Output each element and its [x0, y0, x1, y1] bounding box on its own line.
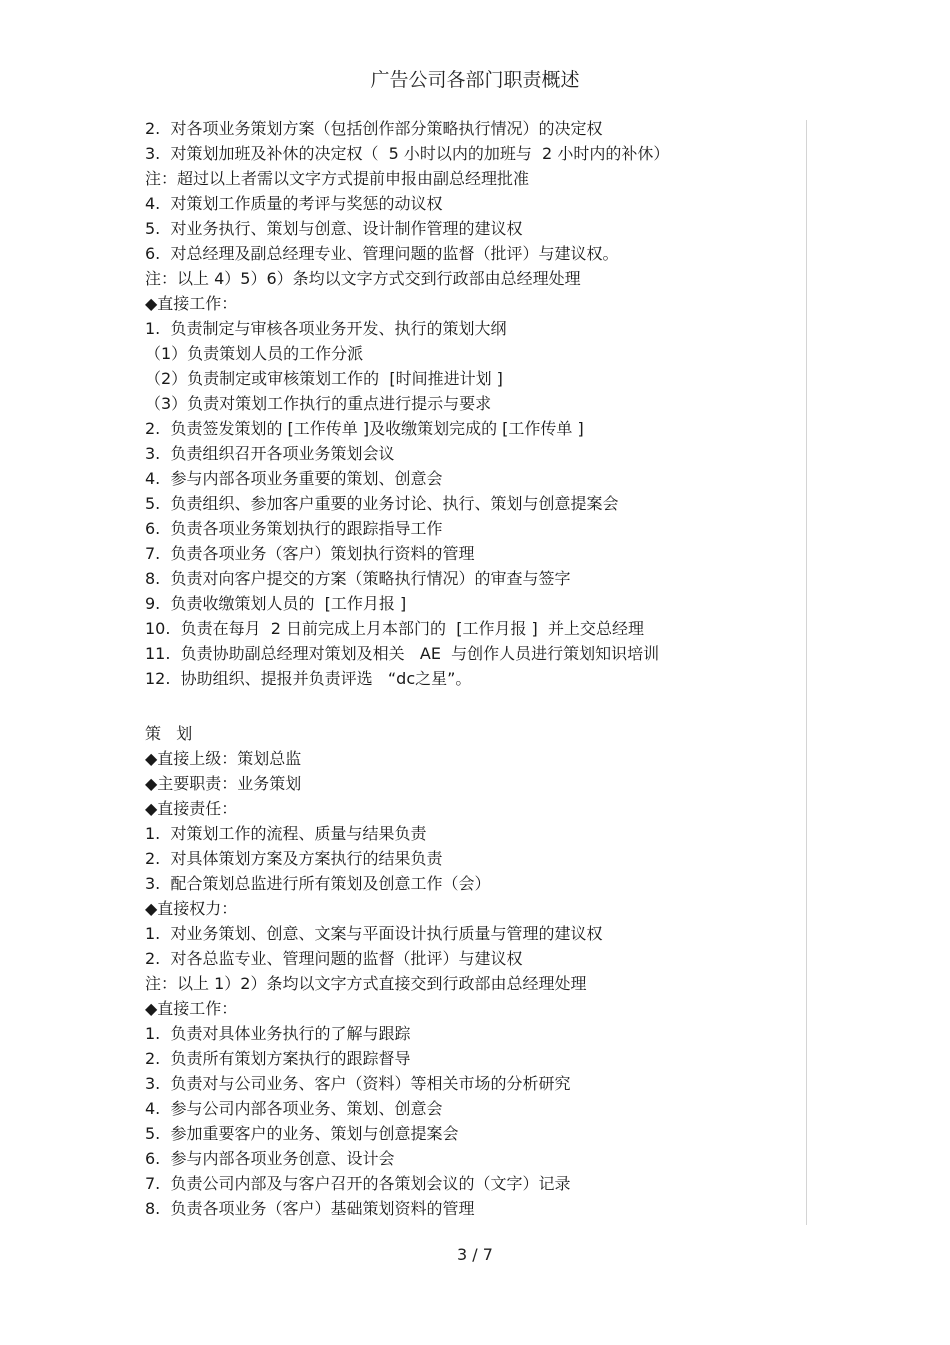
section-heading: ◆直接责任： — [145, 799, 238, 818]
text-line: 2. 负责所有策划方案执行的跟踪督导 — [145, 1049, 411, 1068]
text-line: （3）负责对策划工作执行的重点进行提示与要求 — [145, 394, 492, 413]
right-margin-rule — [806, 120, 807, 1225]
text-line: 2. 对各总监专业、管理问题的监督（批评）与建议权 — [145, 949, 523, 968]
planning-director-section — [145, 116, 805, 691]
text-line: 7. 负责各项业务（客户）策划执行资料的管理 — [145, 544, 475, 563]
text-line: 2. 负责签发策划的 [工作传单 ]及收缴策划完成的 [工作传单 ] — [145, 419, 584, 438]
text-line: 2. 对具体策划方案及方案执行的结果负责 — [145, 849, 443, 868]
text-line: 3. 对策划加班及补休的决定权（ 5 小时以内的加班与 2 小时内的补休） — [145, 144, 670, 163]
text-line: （2）负责制定或审核策划工作的 [时间推进计划 ] — [145, 369, 503, 388]
section-heading: ◆直接工作： — [145, 294, 238, 313]
text-line: 6. 参与内部各项业务创意、设计会 — [145, 1149, 395, 1168]
section-spacer — [145, 691, 805, 721]
text-line: 9. 负责收缴策划人员的 [工作月报 ] — [145, 594, 407, 613]
section-title: 策 划 — [145, 724, 193, 743]
text-line: 1. 对业务策划、创意、文案与平面设计执行质量与管理的建议权 — [145, 924, 603, 943]
text-line: 10. 负责在每月 2 日前完成上月本部门的 [工作月报 ] 并上交总经理 — [145, 619, 644, 638]
text-line: 3. 负责组织召开各项业务策划会议 — [145, 444, 395, 463]
text-line: 6. 对总经理及副总经理专业、管理问题的监督（批评）与建议权。 — [145, 244, 619, 263]
text-line: 1. 负责制定与审核各项业务开发、执行的策划大纲 — [145, 319, 507, 338]
document-body — [145, 116, 805, 1221]
note-line: 注：以上 4）5）6）条均以文字方式交到行政部由总经理处理 — [145, 269, 581, 288]
section-heading: ◆直接上级：策划总监 — [145, 749, 302, 768]
text-line: 8. 负责对向客户提交的方案（策略执行情况）的审查与签字 — [145, 569, 571, 588]
text-line: 5. 参加重要客户的业务、策划与创意提案会 — [145, 1124, 459, 1143]
section-heading: ◆直接权力： — [145, 899, 238, 918]
section-heading: ◆主要职责：业务策划 — [145, 774, 302, 793]
text-line: 5. 对业务执行、策划与创意、设计制作管理的建议权 — [145, 219, 523, 238]
text-line: 4. 参与内部各项业务重要的策划、创意会 — [145, 469, 443, 488]
text-line: 1. 对策划工作的流程、质量与结果负责 — [145, 824, 427, 843]
note-line: 注：以上 1）2）条均以文字方式直接交到行政部由总经理处理 — [145, 974, 587, 993]
text-line: 3. 配合策划总监进行所有策划及创意工作（会） — [145, 874, 491, 893]
planner-section — [145, 721, 805, 1221]
page-title: 广告公司各部门职责概述 — [370, 69, 580, 91]
text-line: 12. 协助组织、提报并负责评选 “dc之星”。 — [145, 669, 472, 688]
text-line: 4. 参与公司内部各项业务、策划、创意会 — [145, 1099, 443, 1118]
text-line: 11. 负责协助副总经理对策划及相关 AE 与创作人员进行策划知识培训 — [145, 644, 660, 663]
text-line: 4. 对策划工作质量的考评与奖惩的动议权 — [145, 194, 443, 213]
text-line: （1）负责策划人员的工作分派 — [145, 344, 364, 363]
text-line: 8. 负责各项业务（客户）基础策划资料的管理 — [145, 1199, 475, 1218]
section-heading: ◆直接工作： — [145, 999, 238, 1018]
text-line: 7. 负责公司内部及与客户召开的各策划会议的（文字）记录 — [145, 1174, 571, 1193]
text-line: 1. 负责对具体业务执行的了解与跟踪 — [145, 1024, 411, 1043]
text-line: 5. 负责组织、参加客户重要的业务讨论、执行、策划与创意提案会 — [145, 494, 619, 513]
text-line: 注：超过以上者需以文字方式提前申报由副总经理批准 — [145, 169, 530, 188]
page-number: 3 / 7 — [457, 1245, 493, 1264]
text-line: 3. 负责对与公司业务、客户（资料）等相关市场的分析研究 — [145, 1074, 571, 1093]
text-line: 2. 对各项业务策划方案（包括创作部分策略执行情况）的决定权 — [145, 119, 603, 138]
text-line: 6. 负责各项业务策划执行的跟踪指导工作 — [145, 519, 443, 538]
